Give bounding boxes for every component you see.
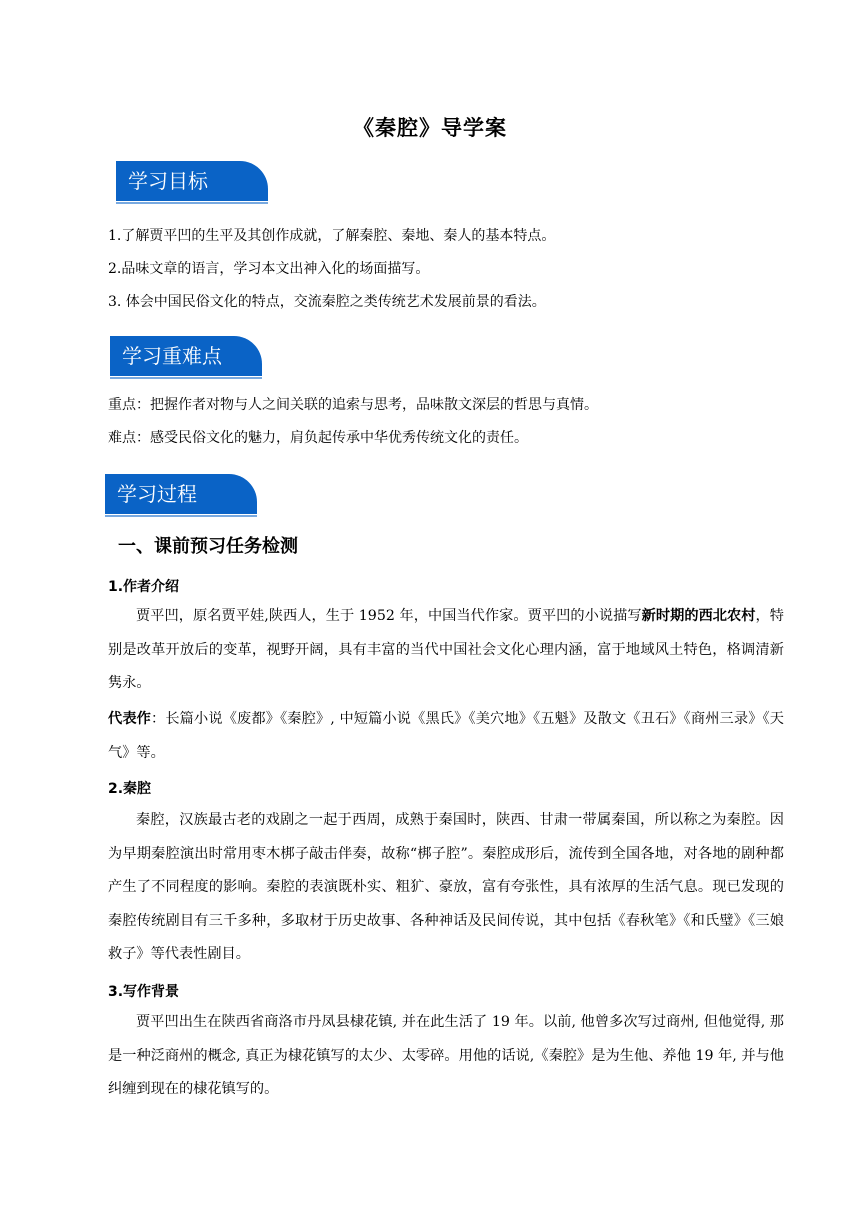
difficulty-point: 难点：感受民俗文化的魅力，肩负起传承中华优秀传统文化的责任。 bbox=[108, 430, 528, 446]
part1-heading: 一、课前预习任务检测 bbox=[118, 536, 298, 557]
background-paragraph: 贾平凹出生在陕西省商洛市丹凤县棣花镇, 并在此生活了 19 年。以前, 他曾多次写过商州, 但他觉得, 那是一种泛商州的概念, 真正为棣花镇写的太少、太零碎。用他的话说,《秦腔》是为生他、养他 19 年, 并与他纠缠到现在的棣花镇写的。 bbox=[108, 1014, 784, 1097]
qinqiang-paragraph: 秦腔，汉族最古老的戏剧之一起于西周，成熟于秦国时，陕西、甘肃一带属秦国，所以称之为秦腔。因为早期秦腔演出时常用枣木梆子敲击伴奏，故称“梆子腔”。秦腔成形后，流传到全国各地，对各地的剧种都产生了不同程度的影响。秦腔的表演既朴实、粗犷、豪放，富有夸张性，具有浓厚的生活气息。现已发现的秦腔传统剧目有三千多种，多取材于历史故事、各种神话及民间传说，其中包括《春秋笔》《和氏璧》《三娘救子》等代表性剧目。 bbox=[108, 812, 784, 962]
qinqiang-heading: 2.秦腔 bbox=[108, 781, 152, 797]
objective-item: 1.了解贾平凹的生平及其创作成就，了解秦腔、秦地、秦人的基本特点。 bbox=[108, 228, 556, 244]
key-point: 重点：把握作者对物与人之间关联的追索与思考，品味散文深层的哲思与真情。 bbox=[108, 397, 598, 413]
author-paragraph bbox=[108, 600, 784, 701]
objective-item: 3. 体会中国民俗文化的特点，交流秦腔之类传统艺术发展前景的看法。 bbox=[108, 294, 546, 310]
section-tab-label: 学习重难点 bbox=[122, 344, 222, 368]
section-tab-process bbox=[105, 474, 257, 514]
author-text-a: 贾平凹，原名贾平娃,陕西人，生于 1952 年，中国当代作家。贾平凹的小说描写 bbox=[136, 608, 642, 624]
works-text: ：长篇小说《废都》《秦腔》, 中短篇小说《黑氏》《美穴地》《五魁》及散文《丑石》《商州三录》《天气》等。 bbox=[108, 711, 784, 761]
works-label: 代表作 bbox=[108, 711, 152, 727]
author-text-bold: 新时期的西北农村 bbox=[641, 608, 756, 624]
section-tab-objectives bbox=[116, 161, 268, 201]
author-heading: 1.作者介绍 bbox=[108, 579, 180, 595]
author-text-b: ，特别是改革开放后的变革，视野开阔，具有丰富的当代中国社会文化心理内涵，富于地域风土特色，格调清新隽永。 bbox=[108, 608, 784, 691]
section-tab-label: 学习过程 bbox=[117, 482, 197, 506]
section-tab-label: 学习目标 bbox=[128, 169, 208, 193]
works-paragraph bbox=[108, 703, 784, 770]
page-title: 《秦腔》导学案 bbox=[353, 116, 507, 140]
objective-item: 2.品味文章的语言，学习本文出神入化的场面描写。 bbox=[108, 261, 430, 277]
background-heading: 3.写作背景 bbox=[108, 984, 180, 1000]
section-tab-keypoints bbox=[110, 336, 262, 376]
